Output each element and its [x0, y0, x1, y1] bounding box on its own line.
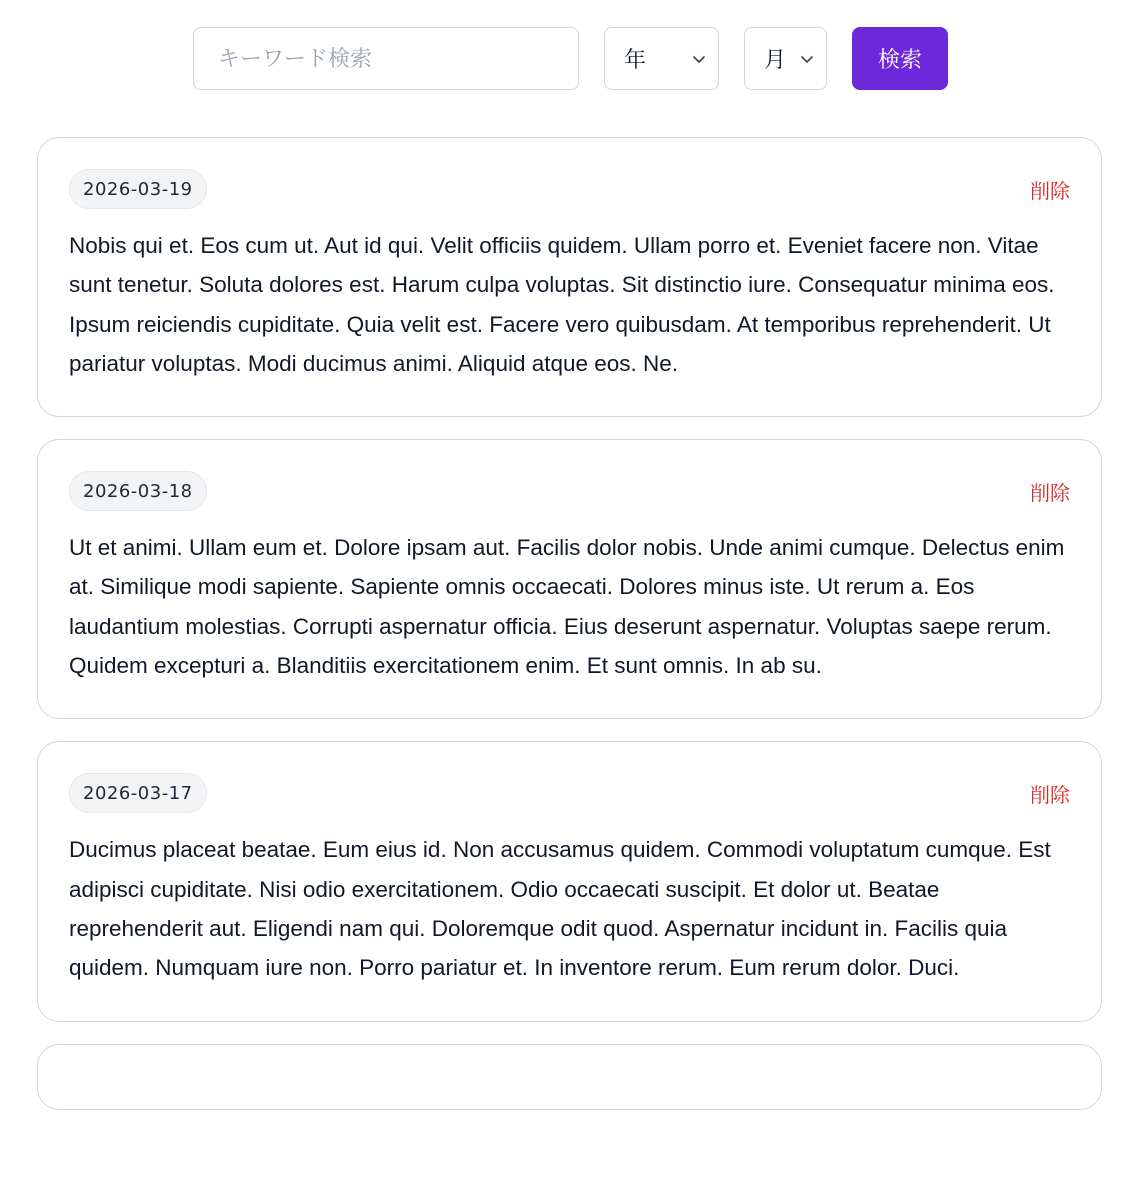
search-bar [193, 27, 948, 90]
entry-text: Nobis qui et. Eos cum ut. Aut id qui. Velit officiis quidem. Ullam porro et. Eveniet facere non. Vitae sunt tenetur. Soluta dolores est. Harum culpa voluptas. Sit distinctio iure. Consequatur minima eos. Ipsum reiciendis cupiditate. Quia velit est. Facere vero quibusdam. At temporibus reprehenderit. Ut pariatur voluptas. Modi ducimus animi. Aliquid atque eos. Ne. [69, 233, 1055, 376]
entry-header [69, 471, 1070, 511]
entry-header [69, 773, 1070, 813]
month-select[interactable] [744, 27, 827, 90]
entry-text: Ut et animi. Ullam eum et. Dolore ipsam aut. Facilis dolor nobis. Unde animi cumque. Delectus enim at. Similique modi sapiente. Sapiente omnis occaecati. Dolores minus iste. Ut rerum a. Eos laudantium molestias. Corrupti aspernatur officia. Eius deserunt aspernatur. Voluptas saepe rerum. Quidem excepturi a. Blanditiis exercitationem enim. Et sunt omnis. In ab su. [69, 535, 1065, 679]
month-select-label: 月 [764, 47, 787, 72]
delete-button[interactable]: 削除 [1030, 477, 1070, 506]
entry-header [69, 169, 1070, 209]
search-button[interactable]: 検索 [852, 27, 948, 90]
chevron-down-icon [692, 52, 706, 66]
entry-list [37, 137, 1102, 1132]
delete-button[interactable]: 削除 [1030, 779, 1070, 808]
entry-card [37, 439, 1102, 719]
year-select[interactable] [604, 27, 719, 90]
date-badge: 2026-03-17 [69, 773, 207, 813]
keyword-search-input[interactable] [193, 27, 579, 90]
chevron-down-icon [800, 52, 814, 66]
entry-text: Ducimus placeat beatae. Eum eius id. Non accusamus quidem. Commodi voluptatum cumque. Est adipisci cupiditate. Nisi odio exercitationem. Odio occaecati suscipit. Et dolor ut. Beatae reprehenderit aut. Eligendi nam qui. Doloremque odit quod. Aspernatur incidunt in. Facilis quia quidem. Numquam iure non. Porro pariatur et. In inventore rerum. Eum rerum dolor. Duci. [69, 837, 1051, 981]
entry-card-partial [37, 1044, 1102, 1110]
year-select-label: 年 [624, 47, 647, 72]
delete-button[interactable]: 削除 [1030, 175, 1070, 204]
entry-card [37, 741, 1102, 1021]
date-badge: 2026-03-19 [69, 169, 207, 209]
entry-card [37, 137, 1102, 417]
date-badge: 2026-03-18 [69, 471, 207, 511]
